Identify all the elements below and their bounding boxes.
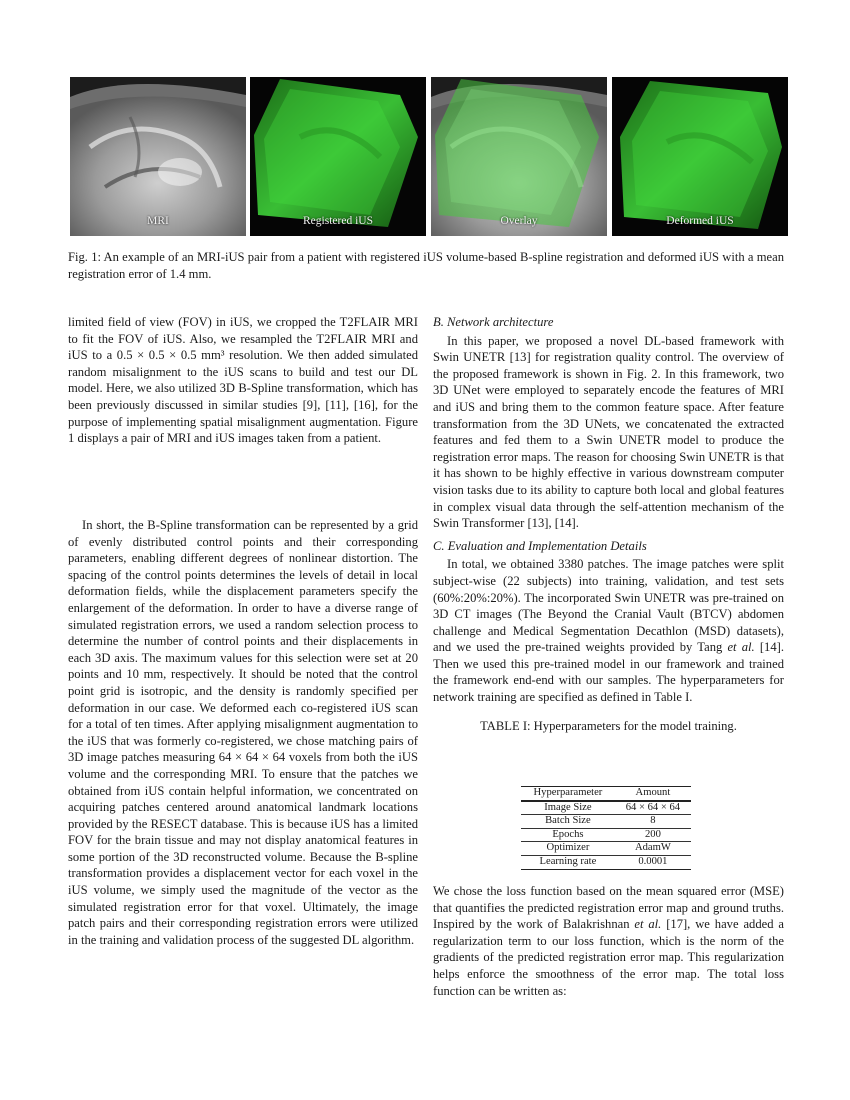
section-c-title: C. Evaluation and Implementation Details [433, 538, 647, 553]
table-cell: 64 × 64 × 64 [615, 801, 691, 815]
table-cell: Image Size [521, 801, 615, 815]
registered-ius-panel [250, 77, 426, 236]
table-row [521, 855, 691, 869]
table-caption: TABLE I: Hyperparameters for the model training. [480, 718, 737, 733]
section-c-text-2: [14]. Then we used this pre-trained model in our framework and trained the framework end-end with our samples. The hyperparameters for network training are specified as defined in Table I. [433, 640, 784, 705]
loss-text-2: [17], we have added a regularization term to our loss function, which is the norm of the gradients of the predicted registration error map. This regularization helps enforce the smoothness of the error map. The total loss function can be written as: [433, 917, 784, 998]
loss-etal: et al. [634, 917, 662, 932]
mri-label: MRI [147, 215, 169, 227]
overlay-panel [431, 77, 607, 236]
left-paragraph-2: In short, the B-Spline transformation can be represented by a grid of evenly distributed control points and their corresponding parameters, enabling different degrees of nonlinear distortion. The spacing of the control points determines the levels of detail in local deformation fields, while the displacement parameters specify the enlargement of the deformation. In order to have a diverse range of simulated registration errors, we used a random selection process to determine the number of control points and their displacements in each 3D axis. The maximum values for this selection were set at 20 points and 10 mm, respectively. It should be noted that the control point grid is isotropic, and the density is randomly specified per deformation in our case. We deformed each co-registered iUS scan for a total of ten times. After applying misalignment augmentation to the iUS that was formerly co-registered, we chose matching pairs of 3D image patches measuring 64 × 64 × 64 voxels from both the iUS volume and the corresponding MRI. To ensure that the patches we obtained from iUS contain helpful information, we concentrated on acquiring patches centered around anatomical landmark locations provided by the RESECT database. This is because iUS has a limited FOV for the brain tissue and may not display anatomical features in some portion of the 3D reconstructed volume. Because the B-spline transformation provides a displacement vector for each voxel in the iUS volume, we simply used the magnitude of the vector as the simulated registration error for that voxel. Ultimately, the image patch pairs and their corresponding registration errors were utilized in the training and validation process of the suggested DL algorithm. [68, 518, 418, 947]
deformed-ius-label: Deformed iUS [666, 215, 734, 227]
table-row [521, 801, 691, 815]
table-header-row [521, 787, 691, 801]
table-cell: Learning rate [539, 855, 597, 867]
registered-ius-image [250, 77, 426, 236]
right-column-lower [433, 883, 784, 999]
figure-caption: Fig. 1: An example of an MRI-iUS pair from a patient with registered iUS volume-based B-spline registration and deformed iUS with a mean registration error of 1.4 mm. [68, 250, 784, 281]
table-cell: 200 [615, 828, 691, 842]
registered-ius-label: Registered iUS [303, 215, 373, 227]
right-column [433, 314, 784, 734]
table-cell: Optimizer [521, 842, 615, 856]
deformed-ius-image [612, 77, 788, 236]
table-cell: 0.0001 [638, 855, 668, 867]
table-cell: Epochs [521, 828, 615, 842]
overlay-label: Overlay [500, 215, 538, 227]
left-column-lower [68, 517, 418, 948]
table-cell: Batch Size [521, 815, 615, 829]
section-b-title: B. Network architecture [433, 315, 554, 329]
section-b-text: In this paper, we proposed a novel DL-based framework with Swin UNETR [13] for registration quality control. The overview of the proposed framework is shown in Fig. 2. In this framework, two 3D UNet were employed to separately encode the features of MRI and iUS and bring them to the common feature space. After feature transformation from the 3D UNets, we concatenated the extracted features and fed them to a Swin UNETR model to produce the registration error maps. The reason for choosing Swin UNETR is that it has shown to be highly effective in various downstream computer vision tasks due to its ability to capture both local and global features in complex visual data through the self-attention mechanism of the Swin Transformer [13], [14]. [433, 333, 784, 531]
table-row [521, 815, 691, 829]
loss-paragraph [433, 883, 784, 999]
section-c-etal: et al. [727, 640, 755, 655]
mri-panel [70, 77, 246, 236]
left-column [68, 314, 418, 447]
table-row [521, 828, 691, 842]
section-c-text [433, 556, 784, 705]
table-cell: 8 [615, 815, 691, 829]
left-paragraph-1: limited field of view (FOV) in iUS, we cropped the T2FLAIR MRI to fit the FOV of iUS. Also, we resampled the T2FLAIR MRI and iUS to a 0.5 × 0.5 × 0.5 mm³ resolution. We then added simulated random misalignment to the iUS scans to build and test our DL model. Here, we also utilized 3D B-Spline transformation, which has been previously discussed in similar studies [9], [11], [16], for the purpose of implementing spatial misalignment augmentation. Figure 1 displays a pair of MRI and iUS images taken from a patient. [68, 315, 418, 446]
hyperparameter-table [521, 786, 691, 870]
mri-image [70, 77, 246, 236]
deformed-ius-panel [612, 77, 788, 236]
overlay-image [431, 77, 607, 236]
section-c-text-1: In total, we obtained 3380 patches. The image patches were split subject-wise (22 subjects) into training, validation, and test sets (60%:20%:20%). The incorporated Swin UNETR was pre-trained on 3D CT images (The Beyond the Cranial Vault (BTCV) abdomen challenge and Medical Segmentation Decathlon (MSD) datasets), and we used the pre-trained weights provided by Tang [433, 557, 784, 655]
table-row [521, 842, 691, 856]
table-header-cell: Hyperparameter [521, 787, 615, 801]
table-header-cell: Amount [615, 787, 691, 801]
loss-text-1: We chose the loss function based on the mean squared error (MSE) that quantifies the predicted registration error map and ground truths. Inspired by the work of Balakrishnan [433, 884, 784, 932]
figure-1 [70, 77, 787, 236]
table-cell: AdamW [615, 842, 691, 856]
